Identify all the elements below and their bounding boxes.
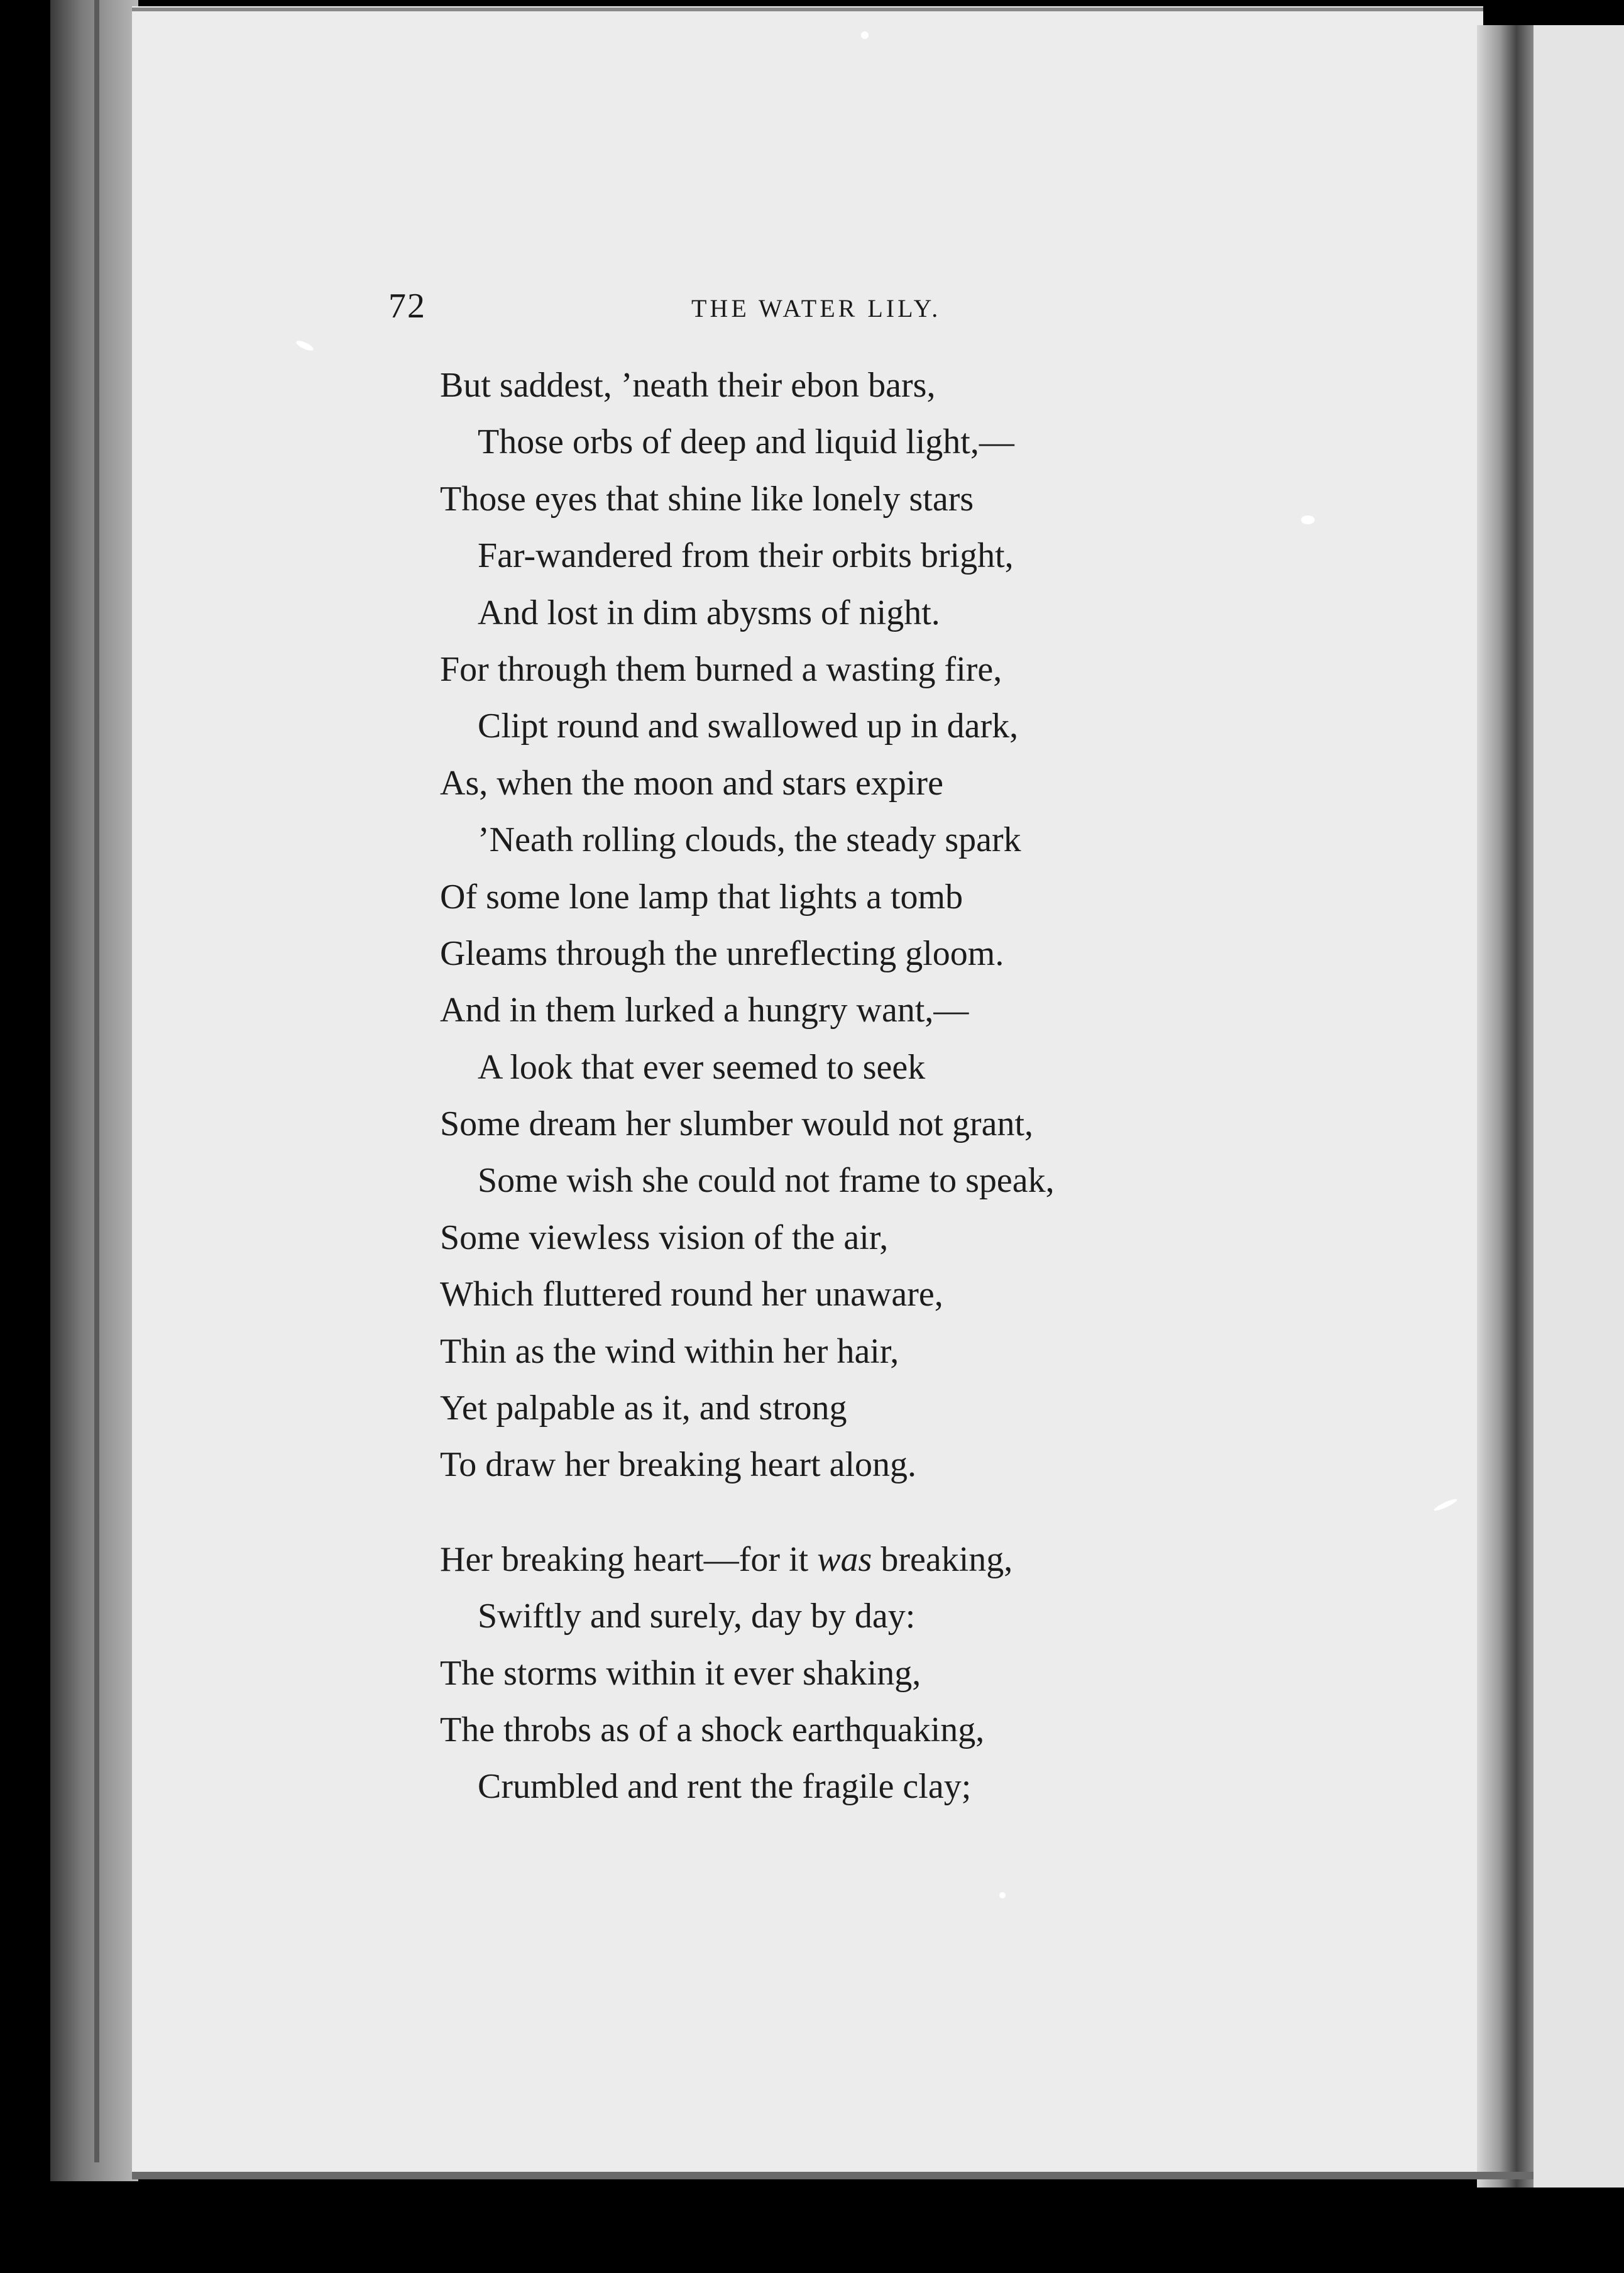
poem-line: Crumbled and rent the fragile clay; — [478, 1767, 972, 1807]
poem-line: But saddest, ’neath their ebon bars, — [440, 366, 936, 405]
poem-line: Swiftly and surely, day by day: — [478, 1597, 916, 1636]
italic-emphasis: was — [817, 1539, 872, 1579]
poem-line — [440, 1531, 1257, 1588]
poem-line: Yet palpable as it, and strong — [440, 1389, 847, 1428]
dust-speck — [1301, 515, 1315, 524]
poem-line: Gleams through the unreflecting gloom. — [440, 933, 1004, 973]
dust-speck — [999, 1892, 1006, 1898]
page-number: 72 — [388, 287, 426, 326]
poem-line: For through them burned a wasting fire, — [440, 649, 1002, 689]
dust-speck — [861, 31, 869, 39]
poem-line: Some viewless vision of the air, — [440, 1218, 889, 1257]
poem-line: The storms within it ever shaking, — [440, 1653, 921, 1693]
page-top-edge — [132, 8, 1483, 11]
page-header — [0, 286, 1624, 336]
facing-page-edge — [1533, 25, 1624, 2188]
poem-line: Clipt round and swallowed up in dark, — [478, 707, 1019, 746]
book-gutter — [1477, 25, 1533, 2188]
poem-line: Far-wandered from their orbits bright, — [478, 536, 1014, 576]
poem-line: To draw her breaking heart along. — [440, 1445, 916, 1485]
poem-line: As, when the moon and stars expire — [440, 763, 943, 803]
stanza-break — [440, 1494, 1257, 1531]
poem-line-text: Her breaking heart—for it — [440, 1539, 818, 1579]
poem-line: The throbs as of a shock earthquaking, — [440, 1710, 985, 1749]
poem-line: Thin as the wind within her hair, — [440, 1331, 899, 1371]
poem-line: Some wish she could not frame to speak, — [478, 1161, 1055, 1201]
page-bottom-edge — [132, 2172, 1533, 2179]
poem-line: Those eyes that shine like lonely stars — [440, 479, 974, 519]
poem-line: A look that ever seemed to seek — [478, 1047, 926, 1087]
poem-line: Some dream her slumber would not grant, — [440, 1104, 1034, 1144]
poem-line: Which fluttered round her unaware, — [440, 1275, 943, 1314]
poem-line: Those orbs of deep and liquid light,— — [478, 422, 1014, 462]
stanza — [440, 357, 1257, 1494]
poem-line: And in them lurked a hungry want,— — [440, 991, 969, 1030]
running-head: THE WATER LILY. — [691, 294, 941, 322]
poem-line: And lost in dim abysms of night. — [478, 593, 940, 632]
stanza — [440, 1531, 1257, 1815]
poem-line: ’Neath rolling clouds, the steady spark — [478, 820, 1021, 860]
poem-text — [440, 357, 1257, 1815]
poem-line-text: breaking, — [872, 1539, 1013, 1579]
poem-line: Of some lone lamp that lights a tomb — [440, 877, 963, 916]
